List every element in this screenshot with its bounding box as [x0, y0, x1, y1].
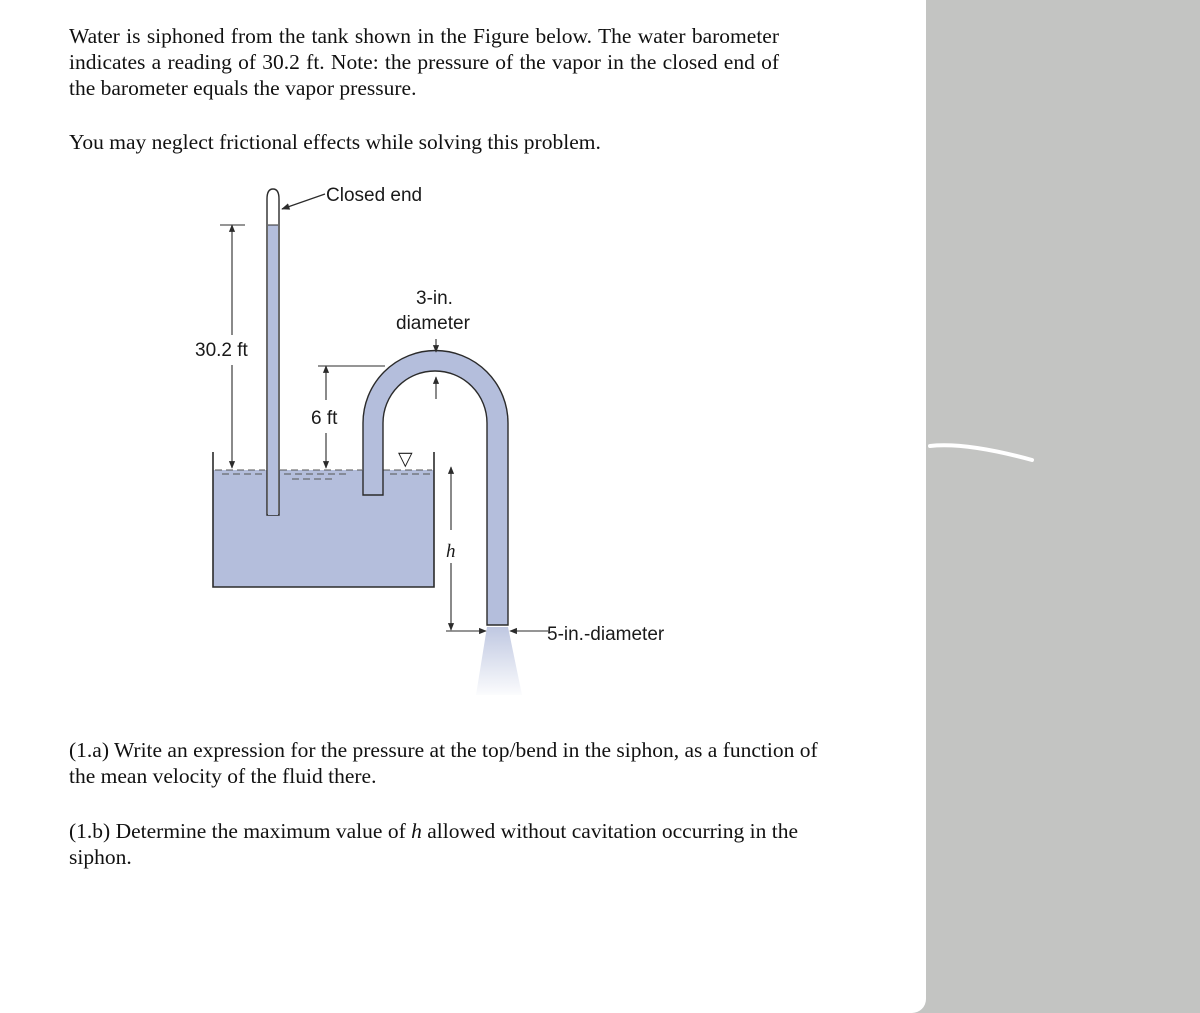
closed-end-leader	[282, 194, 325, 209]
top-height-label: 6 ft	[311, 408, 338, 429]
closed-end-label: Closed end	[326, 185, 423, 206]
inlet-diameter-label-line1: 3-in.	[416, 288, 453, 309]
part-b-prefix: (1.b) Determine the maximum value of	[69, 819, 412, 843]
problem-intro: Water is siphoned from the tank shown in the Figure below. The water barometer indicates a reading of 30.2 ft. Note: the pressure of the vapor in the closed end of the barometer equals the vapor pressure.	[69, 24, 779, 100]
exit-height-label: h	[446, 541, 456, 562]
free-surface-symbol: ▽	[398, 449, 413, 470]
part-b-question	[69, 818, 829, 870]
barometer-reading-label: 30.2 ft	[195, 340, 248, 361]
siphon-figure	[180, 175, 700, 705]
problem-note: You may neglect frictional effects while solving this problem.	[69, 130, 601, 154]
part-b-variable: h	[411, 819, 422, 843]
page-edge-stroke	[926, 430, 1036, 470]
barometer-water	[268, 225, 278, 515]
part-a-question: (1.a) Write an expression for the pressure at the top/bend in the siphon, as a function of the mean velocity of the fluid there.	[69, 738, 818, 788]
exit-diameter-label: 5-in.-diameter	[547, 624, 665, 645]
tank-water	[213, 470, 434, 587]
part-b-suffix: allowed without cavitation occurring in the siphon.	[69, 819, 799, 869]
exit-jet	[476, 627, 522, 695]
inlet-diameter-label-line2: diameter	[396, 313, 470, 334]
